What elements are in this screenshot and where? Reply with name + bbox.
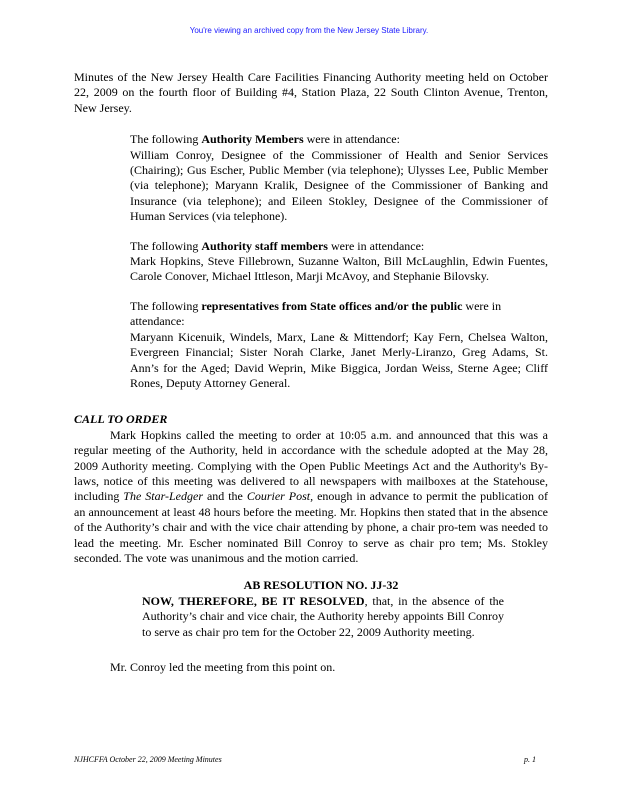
members-attendance: [130, 132, 548, 224]
closing-paragraph: Mr. Conroy led the meeting from this point on.: [110, 660, 336, 674]
staff-attendance: [130, 239, 548, 285]
page-number: p. 1: [524, 755, 536, 764]
intro-paragraph: Minutes of the New Jersey Health Care Facilities Financing Authority meeting held on October 22, 2009 on the fourth floor of Building #4, Station Plaza, 22 South Clinton Avenue, Trenton, New Jersey.: [74, 70, 548, 115]
staff-list: Mark Hopkins, Steve Fillebrown, Suzanne Walton, Bill McLaughlin, Edwin Fuentes, Carole Conover, Michael Ittleson, Marji McAvoy, and Stephanie Bilovsky.: [130, 254, 548, 284]
members-list: William Conroy, Designee of the Commissioner of Health and Senior Services (Chairing); Gus Escher, Public Member (via telephone); Ulysses Lee, Public Member (via telephone); Maryann Kralik, Designee of the Commissioner of Banking and Insurance (via telephone); and Eileen Stokley, Designee of the Commissioner of Human Services (via telephone).: [130, 147, 548, 224]
archive-banner: You're viewing an archived copy from the New Jersey State Library.: [189, 26, 429, 35]
resolution-heading: AB RESOLUTION NO. JJ-32: [243, 578, 399, 593]
public-heading: The following representatives from State offices and/or the public were in attendance:: [130, 298, 502, 329]
call-to-order-heading: CALL TO ORDER: [74, 412, 168, 427]
public-attendance: [130, 299, 548, 391]
staff-heading: The following Authority staff members were in attendance:: [130, 238, 425, 253]
minutes-page: [74, 70, 548, 675]
footer-title: NJHCFFA October 22, 2009 Meeting Minutes: [74, 755, 222, 764]
resolution-text: NOW, THEREFORE, BE IT RESOLVED, that, in the absence of the Authority’s chair and vice chair, the Authority hereby appoints Bill Conroy to serve as chair pro tem for the October 22, 2009 Authority meeting.: [142, 593, 504, 639]
public-list: Maryann Kicenuik, Windels, Marx, Lane & Mittendorf; Kay Fern, Chelsea Walton, Evergreen Financial; Sister Norah Clarke, Janet Merly-Liranzo, Greg Adams, St. Ann’s for the Aged; David Weprin, Mike Biggica, Jordan Weiss, Sterne Agee; Cliff Rones, Deputy Attorney General.: [130, 329, 548, 390]
members-heading: The following Authority Members were in attendance:: [130, 132, 400, 147]
call-to-order-paragraph: Mark Hopkins called the meeting to order at 10:05 a.m. and announced that this was a regular meeting of the Authority, held in accordance with the schedule adopted at the May 28, 2009 Authority meeting. Complying with the Open Public Meetings Act and the Authority's By-laws, notice of this meeting was delivered to all newspapers with mailboxes at the Statehouse, including The Star-Ledger and the Courier Post, enough in advance to permit the publication of an announcement at least 48 hours before the meeting. Mr. Hopkins then stated that in the absence of the Authority’s chair and with the vice chair attending by phone, a chair pro-tem was needed to lead the meeting. Mr. Escher nominated Bill Conroy to serve as chair pro tem; Ms. Stokley seconded. The vote was unanimous and the motion carried.: [74, 427, 548, 565]
